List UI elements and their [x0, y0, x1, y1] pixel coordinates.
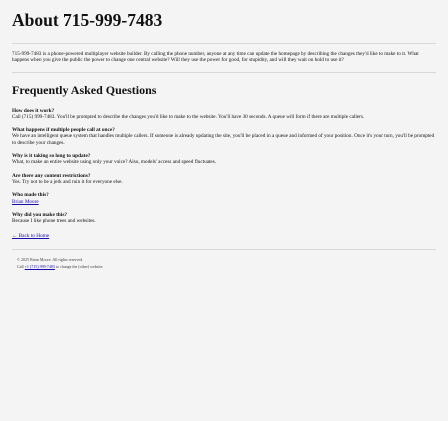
faq-answer: Yes. Try not to be a jerk and ruin it for everyone else.	[12, 178, 123, 185]
faq-item	[12, 173, 436, 186]
faq-question: Who made this?	[12, 192, 49, 199]
faq-item	[12, 127, 436, 146]
footer-call-prefix: Call	[17, 264, 24, 270]
faq-question: Why did you make this?	[12, 211, 68, 218]
back-to-home-link[interactable]: ← Back to Home	[12, 233, 50, 240]
footer-call-line	[17, 264, 436, 270]
faq-item	[12, 212, 436, 225]
faq-item	[12, 108, 436, 121]
back-link-container	[12, 233, 436, 239]
faq-heading: Frequently Asked Questions	[12, 82, 157, 97]
author-link[interactable]: Brian Moore	[12, 198, 39, 205]
faq-question: Are there any content restrictions?	[12, 172, 91, 179]
footer-copyright: © 2025 Brian Moore. All rights reserved.	[17, 257, 84, 263]
faq-question: How does it work?	[12, 107, 55, 114]
faq-question: What happens if multiple people call at once?	[12, 127, 115, 134]
faq-item	[12, 192, 436, 205]
faq-answer: What, to make an entire website using only your voice? Also, models' access and speed fluctuates.	[12, 159, 217, 166]
divider	[12, 72, 436, 73]
faq-list	[12, 108, 436, 225]
faq-answer	[12, 199, 436, 205]
faq-question: Why is it taking so long to update?	[12, 153, 91, 160]
page-title: About 715-999-7483	[12, 10, 163, 30]
about-section	[12, 51, 436, 64]
footer-call-suffix: to change the (other) website.	[55, 264, 104, 270]
about-text: 715-999-7483 is a phone-powered multiplayer website builder. By calling the phone number, anyone at any time can update the homepage by describing the changes they'd like to make to it. What happens when you give the public the power to change one central website? Will they use the power for good, for stupidity, and will they wait on hold to use it?	[12, 51, 419, 64]
footer	[17, 257, 436, 270]
faq-answer: Call (715) 999-7483. You'll be prompted to describe the changes you'd like to make to the website. You'll have 30 seconds. A queue will form if there are multiple callers.	[12, 113, 365, 120]
footer-phone-link[interactable]: +1 (715) 999-7483	[24, 264, 55, 270]
faq-answer: Because I like phone trees and websites.	[12, 218, 96, 225]
divider	[12, 249, 436, 250]
faq-answer: We have an intelligent queue system that handles multiple callers. If someone is already updating the site, you'll be placed in a queue and informed of your position. Once it's your turn, you'll be prompted to describe your changes.	[12, 133, 435, 146]
faq-item	[12, 153, 436, 166]
divider	[12, 43, 436, 44]
